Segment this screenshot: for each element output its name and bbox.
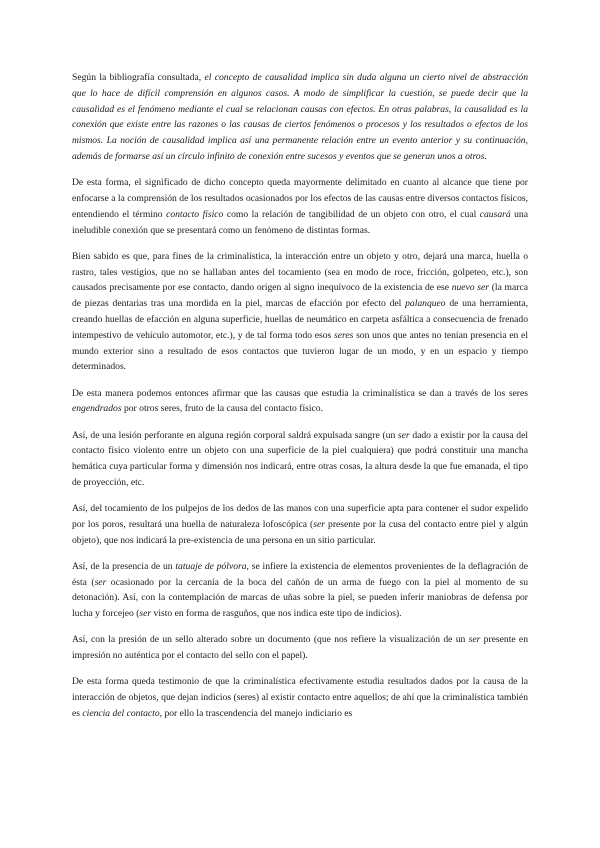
italic-text: seres xyxy=(333,329,354,341)
text-run: Así, del tocamiento de los pulpejos de los dedos de las manos con una superficie apta para contener el sudor expelido por los poros, resultará una huella de naturaleza lofoscópica ( xyxy=(72,503,528,530)
text-run: De esta forma, el significado de dicho concepto queda mayormente delimitado en cuanto al alcance que tiene por enfocarse a la comprensión de los resultados ocasionados por los efectos de las causas entre diversos contactos físicos, entendiendo el término xyxy=(72,177,528,220)
text-run: Bien sabido es que, para fines de la criminalística, la interacción entre un objeto y otro, dejará una marca, huella o rastro, tales vestigios, que no se hallaban antes del tocamiento (sea en modo de roce, fricción, golpeteo, etc.), son causados precisamente por ese contacto, dando origen al signo inequívoco de la existencia de ese xyxy=(72,250,528,294)
italic-text: ser xyxy=(313,518,325,530)
italic-text: engendrados xyxy=(72,403,122,415)
italic-text: nuevo ser xyxy=(451,282,490,294)
text-run: Así, de una lesión perforante en alguna región corporal saldrá expulsada sangre (un xyxy=(72,429,398,441)
paragraph xyxy=(72,175,528,238)
paragraph xyxy=(72,674,528,721)
text-run: dado a existir por la causa del contacto físico violento entre un objeto con una superficie de la piel cualquiera) que podrá constituir una mancha hemática cuya particular forma y dimensión nos indicará, entre otras cosas, la altura desde la que fue emanada, el tipo de proyección, etc. xyxy=(72,429,528,488)
text-run: Así, de la presencia de un xyxy=(72,560,176,572)
italic-text: causará xyxy=(479,208,511,220)
text-run: De esta manera podemos entonces afirmar que las causas que estudia la criminalística se dan a través de los seres xyxy=(72,387,528,399)
italic-text: ser xyxy=(94,576,107,588)
paragraph xyxy=(72,559,528,622)
italic-text: ser xyxy=(468,634,481,646)
text-run: , por ello la trascendencia del manejo indiciario es xyxy=(159,708,353,720)
text-run: , se infiere la existencia de elementos provenientes de la deflagración de ésta ( xyxy=(72,560,529,588)
italic-text: ser xyxy=(397,429,410,441)
italic-text: palanqueo xyxy=(405,298,446,310)
paragraph xyxy=(72,632,528,664)
text-run: Según la bibliografía consultada, xyxy=(72,72,205,83)
italic-text: ciencia del contacto xyxy=(82,708,160,720)
text-run: una ineludible conexión que se presentará como un fenómeno de distintas formas. xyxy=(72,208,528,236)
document-page xyxy=(72,70,528,732)
text-run: son unos que antes no tenían presencia en el mundo exterior sino a resultado de esos contactos que tuvieron lugar de un modo, y en un espacio y tiempo determinados. xyxy=(72,329,528,373)
text-run: presente por la cusa del contacto entre piel y algún objeto), que nos indicará la pre-existencia de una persona en un sitio particular. xyxy=(72,518,528,546)
text-run: presente en impresión no auténtica por el contacto del sello con el papel). xyxy=(72,634,528,662)
paragraph xyxy=(72,249,528,375)
paragraph xyxy=(72,70,528,165)
text-run: Así, con la presión de un sello alterado sobre un documento (que nos refiere la visualización de un xyxy=(72,634,469,646)
paragraph xyxy=(72,501,528,548)
italic-text: contacto físico xyxy=(166,208,224,220)
italic-text: ser xyxy=(139,608,152,620)
text-run: por otros seres, fruto de la causa del contacto físico. xyxy=(121,403,323,415)
text-run: como la relación de tangibilidad de un objeto con otro, el cual xyxy=(223,208,480,220)
text-run: De esta forma queda testimonio de que la criminalística efectivamente estudia resultados dados por la causa de la interacción de objetos, que dejan indicios (seres) al existir contacto entre aquellos; de ahí que la criminalística también es xyxy=(72,676,528,720)
text-run: (la marca de piezas dentarias tras una mordida en la piel, marcas de efacción por efecto del xyxy=(72,282,528,310)
text-run: ocasionado por la cercanía de la boca del cañón de un arma de fuego con la piel al momento de su detonación). Así, con la contemplación de marcas de uñas sobre la piel, se pueden inferir maniobras de defensa por lucha y forcejeo ( xyxy=(72,576,528,620)
italic-text: tatuaje de pólvora xyxy=(175,560,247,572)
italic-text: el concepto de causalidad implica sin duda alguna un cierto nivel de abstracción que lo hace de difícil comprensión en algunos casos. A modo de simplificar la cuestión, se puede decir que la causalidad es el fenómeno mediante el cual se relacionan causas con efectos. En otras palabras, la causalidad es la conexión que existe entre las razones o las causas de ciertos fenómenos o procesos y los resultados o efectos de los mismos. La noción de causalidad implica así una permanente relación entre un evento anterior y su continuación, además de formarse así un círculo infinito de conexión entre sucesos y eventos que se generan unos a otros. xyxy=(72,72,528,162)
paragraph xyxy=(72,428,528,491)
text-run: visto en forma de rasguños, que nos indica este tipo de indicios). xyxy=(151,608,402,620)
paragraph xyxy=(72,386,528,418)
text-run: de una herramienta, creando huellas de efacción en alguna superficie, huellas de neumático en carpeta asfáltica a consecuencia de frenado intempestivo de vehículo automotor, etc.), y de tal forma todo esos xyxy=(72,298,528,341)
